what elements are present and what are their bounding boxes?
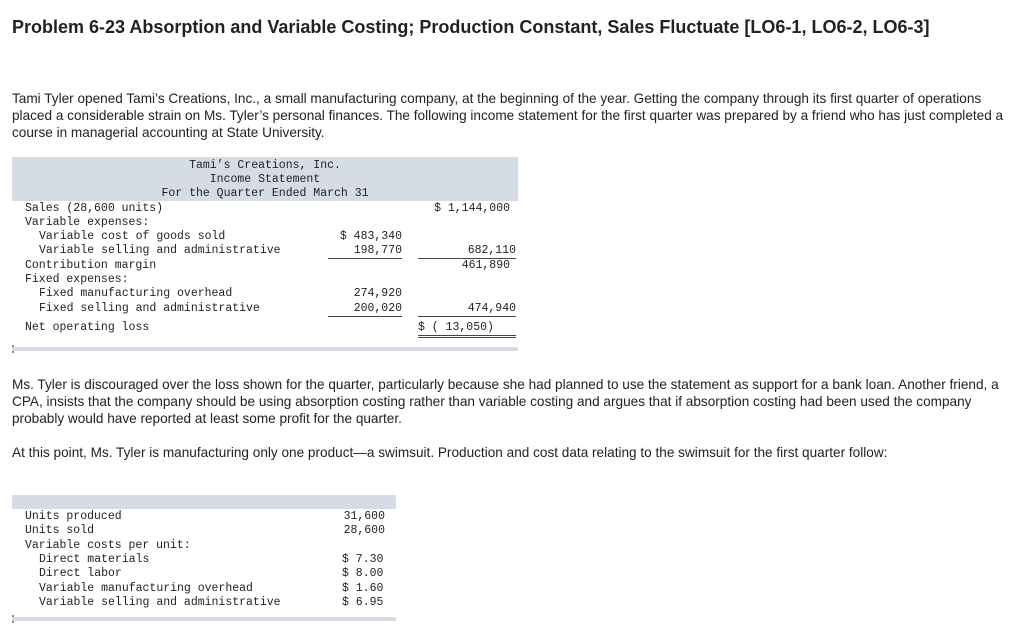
sales-value: $ 1,144,000 (434, 202, 510, 215)
nol-value: $ ( 13,050) (418, 321, 516, 338)
table-bottom-band (12, 347, 518, 351)
direct-materials-label: Direct materials (39, 553, 150, 566)
prod-table-bottom-band (12, 617, 396, 621)
intro-paragraph: Tami Tyler opened Tami’s Creations, Inc., a small manufacturing company, at the beginning of the year. Getting the company through its first quarter of operations placed a considerable strain on Ms. Tyler’s personal finances. The following income statement for the first quarter was prepared by a friend who has just completed a course in managerial accounting at State University. (12, 91, 1004, 140)
income-statement-table (12, 157, 518, 353)
vcogs-label: Variable cost of goods sold (39, 230, 226, 243)
vmo-value: $ 1.60 (342, 582, 384, 595)
fsa-label: Fixed selling and administrative (39, 302, 260, 315)
problem-title: Problem 6-23 Absorption and Variable Costing; Production Constant, Sales Fluctuate [LO6-1, LO6-2, LO6-3] (12, 17, 930, 37)
vsa-value: 198,770 (328, 244, 402, 259)
units-produced-label: Units produced (25, 510, 122, 523)
statement-company: Tami’s Creations, Inc. (189, 159, 341, 172)
vsa-unit-label: Variable selling and administrative (39, 596, 281, 609)
direct-labor-value: $ 8.00 (342, 567, 384, 580)
production-header-band (12, 495, 396, 509)
vsa-unit-value: $ 6.95 (342, 596, 384, 609)
sales-label: Sales (28,600 units) (25, 202, 164, 215)
statement-name: Income Statement (209, 173, 321, 186)
vmo-label: Variable manufacturing overhead (39, 582, 253, 595)
vcogs-value: $ 483,340 (339, 230, 402, 243)
variable-expenses-label: Variable expenses: (25, 216, 150, 229)
discussion-paragraph: Ms. Tyler is discouraged over the loss shown for the quarter, particularly because she had planned to use the statement as support for a bank loan. Another friend, a CPA, insists that the company should be using absorption costing rather than variable costing and argues that if absorption costing had been used the company probably would have reported at least some profit for the quarter. (12, 377, 999, 426)
fmo-value: 274,920 (353, 287, 402, 300)
fixed-expenses-total: 474,940 (418, 302, 516, 317)
fixed-expenses-label: Fixed expenses: (25, 273, 129, 286)
cm-label: Contribution margin (25, 259, 157, 272)
units-sold-label: Units sold (25, 524, 95, 537)
units-produced-value: 31,600 (343, 510, 385, 523)
units-sold-value: 28,600 (343, 524, 385, 537)
statement-period: For the Quarter Ended March 31 (161, 187, 369, 200)
production-paragraph: At this point, Ms. Tyler is manufacturing only one product—a swimsuit. Production and cost data relating to the swimsuit for the first quarter follow: (12, 445, 888, 460)
fsa-value: 200,020 (328, 302, 402, 317)
nol-label: Net operating loss (25, 321, 150, 334)
fmo-label: Fixed manufacturing overhead (39, 287, 233, 300)
direct-labor-label: Direct labor (39, 567, 122, 580)
variable-expenses-total: 682,110 (418, 244, 516, 259)
production-data-table (12, 495, 396, 623)
variable-costs-label: Variable costs per unit: (25, 539, 191, 552)
vsa-label: Variable selling and administrative (39, 244, 281, 257)
direct-materials-value: $ 7.30 (342, 553, 384, 566)
cm-value: 461,890 (461, 259, 510, 272)
